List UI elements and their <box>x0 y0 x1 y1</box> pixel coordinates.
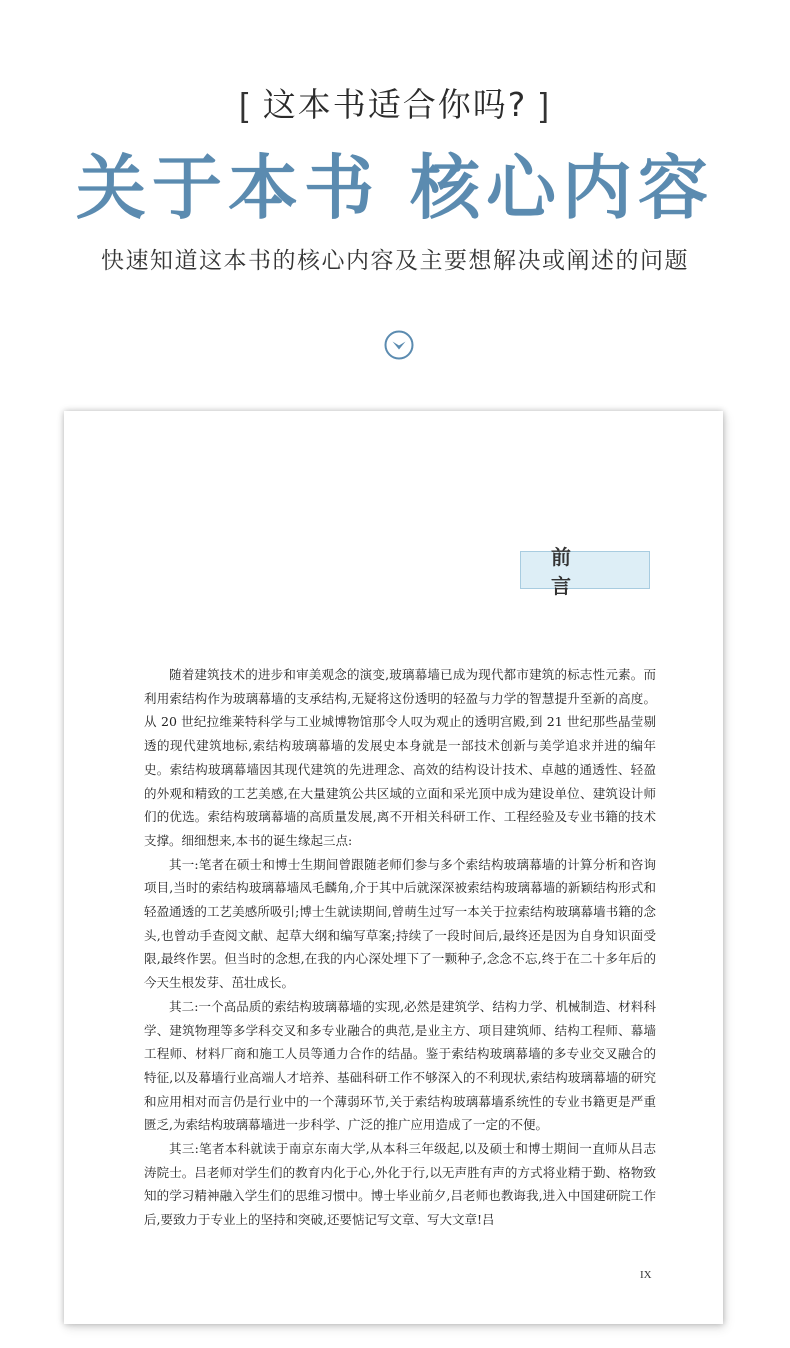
section-title: 前言 <box>520 551 650 589</box>
paragraph: 其二:一个高品质的索结构玻璃幕墙的实现,必然是建筑学、结构力学、机械制造、材料科学、建筑物理等多学科交叉和多专业融合的典范,是业主方、项目建筑师、结构工程师、幕墙工程师、材料厂商和施工人员等通力合作的结晶。鉴于索结构玻璃幕墙的多专业交叉融合的特征,以及幕墙行业高端人才培养、基础科研工作不够深入的不利现状,索结构玻璃幕墙的研究和应用相对而言仍是行业中的一个薄弱环节,关于索结构玻璃幕墙系统性的专业书籍更是严重匮乏,为索结构玻璃幕墙进一步科学、广泛的推广应用造成了一定的不便。 <box>144 998 656 1133</box>
paragraph: 其三:笔者本科就读于南京东南大学,从本科三年级起,以及硕士和博士期间一直师从吕志涛院士。吕老师对学生们的教育内化于心,外化于行,以无声胜有声的方式将业精于勤、格物致知的学习精神融入学生们的思维习惯中。博士毕业前夕,吕老师也教诲我,进入中国建研院工作后,要致力于专业上的坚持和突破,还要惦记写文章、写大文章!吕 <box>144 1141 656 1228</box>
title-part-1: 关于本书 <box>76 146 380 229</box>
chevron-down-circle-icon <box>384 330 414 360</box>
title-part-2: 核心内容 <box>410 146 714 229</box>
book-page-preview <box>64 411 723 1324</box>
header-description: 快速知道这本书的核心内容及主要想解决或阐述的问题 <box>101 248 689 274</box>
paragraph: 随着建筑技术的进步和审美观念的演变,玻璃幕墙已成为现代都市建筑的标志性元素。而利用索结构作为玻璃幕墙的支承结构,无疑将这份透明的轻盈与力学的智慧提升至新的高度。从 20 世纪拉维莱特科学与工业城博物馆那令人叹为观止的透明宫殿,到 21 世纪那些晶莹剔透的现代建筑地标,索结构玻璃幕墙的发展史本身就是一部技术创新与美学追求并进的编年史。索结构玻璃幕墙因其现代建筑的先进理念、高效的结构设计技术、卓越的通透性、轻盈的外观和精致的工艺美感,在大量建筑公共区域的立面和采光顶中成为建设单位、建筑设计师们的优选。索结构玻璃幕墙的高质量发展,离不开相关科研工作、工程经验及专业书籍的技术支撑。细细想来,本书的诞生缘起三点: <box>144 667 656 848</box>
header-subtitle <box>0 80 790 130</box>
page-body <box>144 663 656 1232</box>
page-number: IX <box>640 1269 652 1281</box>
bracket-close: ] <box>539 86 551 123</box>
bracket-open: [ <box>239 86 251 123</box>
page-title <box>0 138 790 238</box>
subtitle-text: 这本书适合你吗? <box>262 85 528 124</box>
paragraph: 其一:笔者在硕士和博士生期间曾跟随老师们参与多个索结构玻璃幕墙的计算分析和咨询项目,当时的索结构玻璃幕墙凤毛麟角,介于其中后就深深被索结构玻璃幕墙的新颖结构形式和轻盈通透的工艺美感所吸引;博士生就读期间,曾萌生过写一本关于拉索结构玻璃幕墙书籍的念头,也曾动手查阅文献、起草大纲和编写草案;持续了一段时间后,最终还是因为自身知识面受限,最终作罢。但当时的念想,在我的内心深处埋下了一颗种子,念念不忘,终于在二十多年后的今天生根发芽、茁壮成长。 <box>144 856 656 991</box>
